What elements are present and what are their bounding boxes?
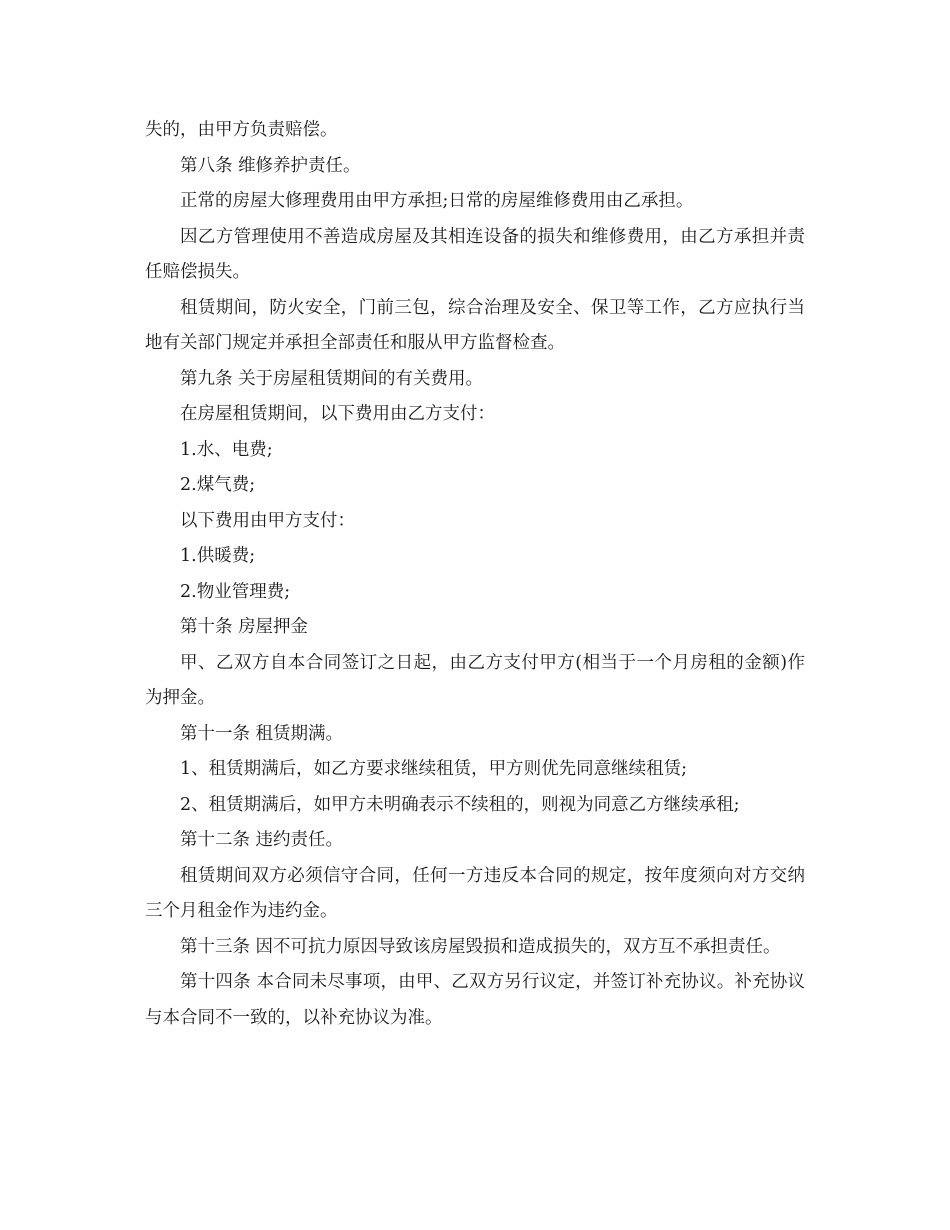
- list-item: 1.供暖费;: [180, 546, 256, 566]
- paragraph: 以下费用由甲方支付：: [180, 510, 355, 531]
- list-item: 1、租赁期满后，如乙方要求继续租赁，甲方则优先同意继续租赁;: [180, 759, 688, 779]
- paragraph: 正常的房屋大修理费用由甲方承担;日常的房屋维修费用由乙承担。: [180, 191, 694, 211]
- paragraph: 因乙方管理使用不善造成房屋及其相连设备的损失和维修费用，由乙方承担并责任赔偿损失。: [145, 226, 805, 282]
- list-item: 2.物业管理费;: [180, 581, 291, 602]
- paragraph: 在房屋租赁期间，以下费用由乙方支付：: [180, 404, 495, 424]
- list-item: 2、租赁期满后，如甲方未明确表示不续租的，则视为同意乙方继续承租;: [180, 794, 740, 815]
- article-14-paragraph: 第十四条 本合同未尽事项，由甲、乙双方另行议定，并签订补充协议。补充协议与本合同不一致的，以补充协议为准。: [145, 972, 805, 1028]
- paragraph: 租赁期间，防火安全，门前三包，综合治理及安全、保卫等工作，乙方应执行当地有关部门规定并承担全部责任和服从甲方监督检查。: [145, 297, 805, 353]
- article-11-heading: 第十一条 租赁期满。: [180, 723, 344, 744]
- article-8-heading: 第八条 维修养护责任。: [180, 155, 361, 176]
- article-13-paragraph: 第十三条 因不可抗力原因导致该房屋毁损和造成损失的，双方互不承担责任。: [180, 936, 781, 957]
- list-item: 2.煤气费;: [180, 475, 256, 495]
- article-10-heading: 第十条 房屋押金: [180, 617, 309, 637]
- paragraph: 甲、乙双方自本合同签订之日起，由乙方支付甲方(相当于一个月房租的金额)作为押金。: [145, 652, 805, 708]
- document-body: [145, 113, 805, 1036]
- article-12-heading: 第十二条 违约责任。: [180, 830, 344, 850]
- article-9-heading: 第九条 关于房屋租赁期间的有关费用。: [180, 368, 484, 389]
- list-item: 1.水、电费;: [180, 439, 273, 460]
- paragraph-continuation: 失的，由甲方负责赔偿。: [145, 120, 338, 140]
- paragraph: 租赁期间双方必须信守合同，任何一方违反本合同的规定，按年度须向对方交纳三个月租金作为违约金。: [145, 865, 805, 921]
